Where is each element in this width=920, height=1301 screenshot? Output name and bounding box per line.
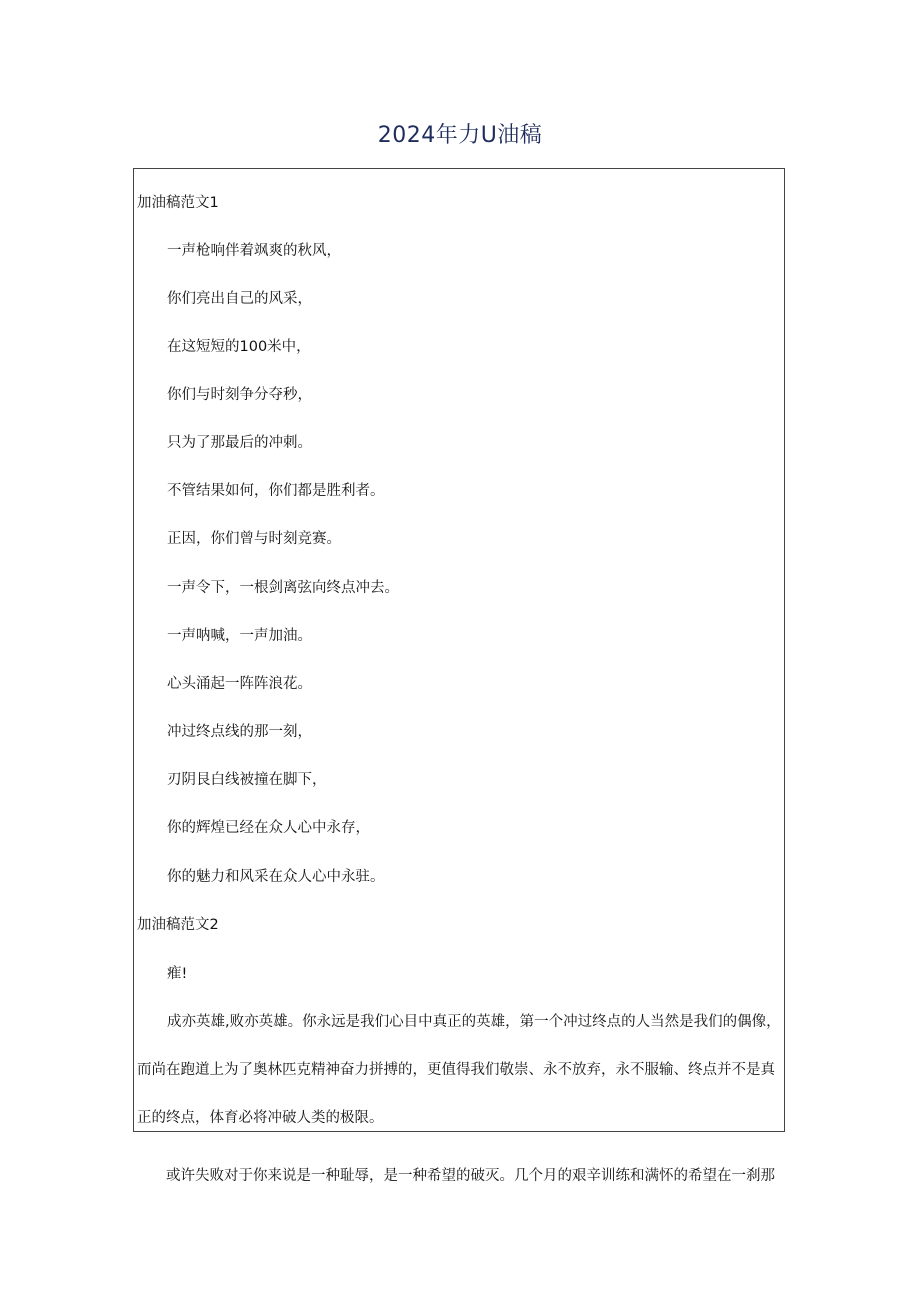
- poem-line: 你们与时刻争分夺秒，: [167, 387, 312, 403]
- paragraph-line: 正的终点，体育必将冲破人类的极限。: [137, 1110, 384, 1126]
- paragraph-line: 而尚在跑道上为了奥林匹克精神奋力拼搏的，更值得我们敬崇、永不放弃，永不服输、终点并不是真: [137, 1062, 775, 1078]
- poem-line: 你们亮出自己的风采，: [167, 291, 312, 307]
- trailing-paragraph: 或许失败对于你来说是一种耻辱，是一种希望的破灭。几个月的艰辛训练和满怀的希望在一刹那: [166, 1168, 775, 1184]
- poem-line: 心头涌起一阵阵浪花。: [167, 676, 312, 692]
- greeting: 痽!: [167, 966, 188, 982]
- poem-line: 一声令下，一根剑离弦向终点冲去。: [167, 580, 399, 596]
- section1-heading: 加油稿范文1: [137, 195, 219, 211]
- page-title: 2024年力U油稿: [377, 123, 543, 148]
- poem-line: 刃阴艮白线被撞在脚下，: [167, 772, 327, 788]
- poem-line: 不管结果如何，你们都是胜利者。: [167, 483, 385, 499]
- content-box: [133, 168, 785, 1132]
- poem-line: 正因，你们曾与时刻竞赛。: [167, 531, 341, 547]
- poem-line: 一声呐喊，一声加油。: [167, 628, 312, 644]
- poem-line: 你的魅力和风采在众人心中永驻。: [167, 869, 385, 885]
- poem-line: 你的辉煌已经在众人心中永存，: [167, 820, 370, 836]
- poem-line: 一声枪响伴着飒爽的秋风，: [167, 243, 341, 259]
- poem-line: 只为了那最后的冲刺。: [167, 435, 312, 451]
- poem-line: 冲过终点线的那一刻，: [167, 724, 312, 740]
- poem-line: 在这短短的100米中，: [167, 339, 311, 355]
- section2-heading: 加油稿范文2: [137, 917, 219, 933]
- paragraph-line: 成亦英雄,败亦英雄。你永远是我们心目中真正的英雄，第一个冲过终点的人当然是我们的偶像，: [167, 1014, 781, 1030]
